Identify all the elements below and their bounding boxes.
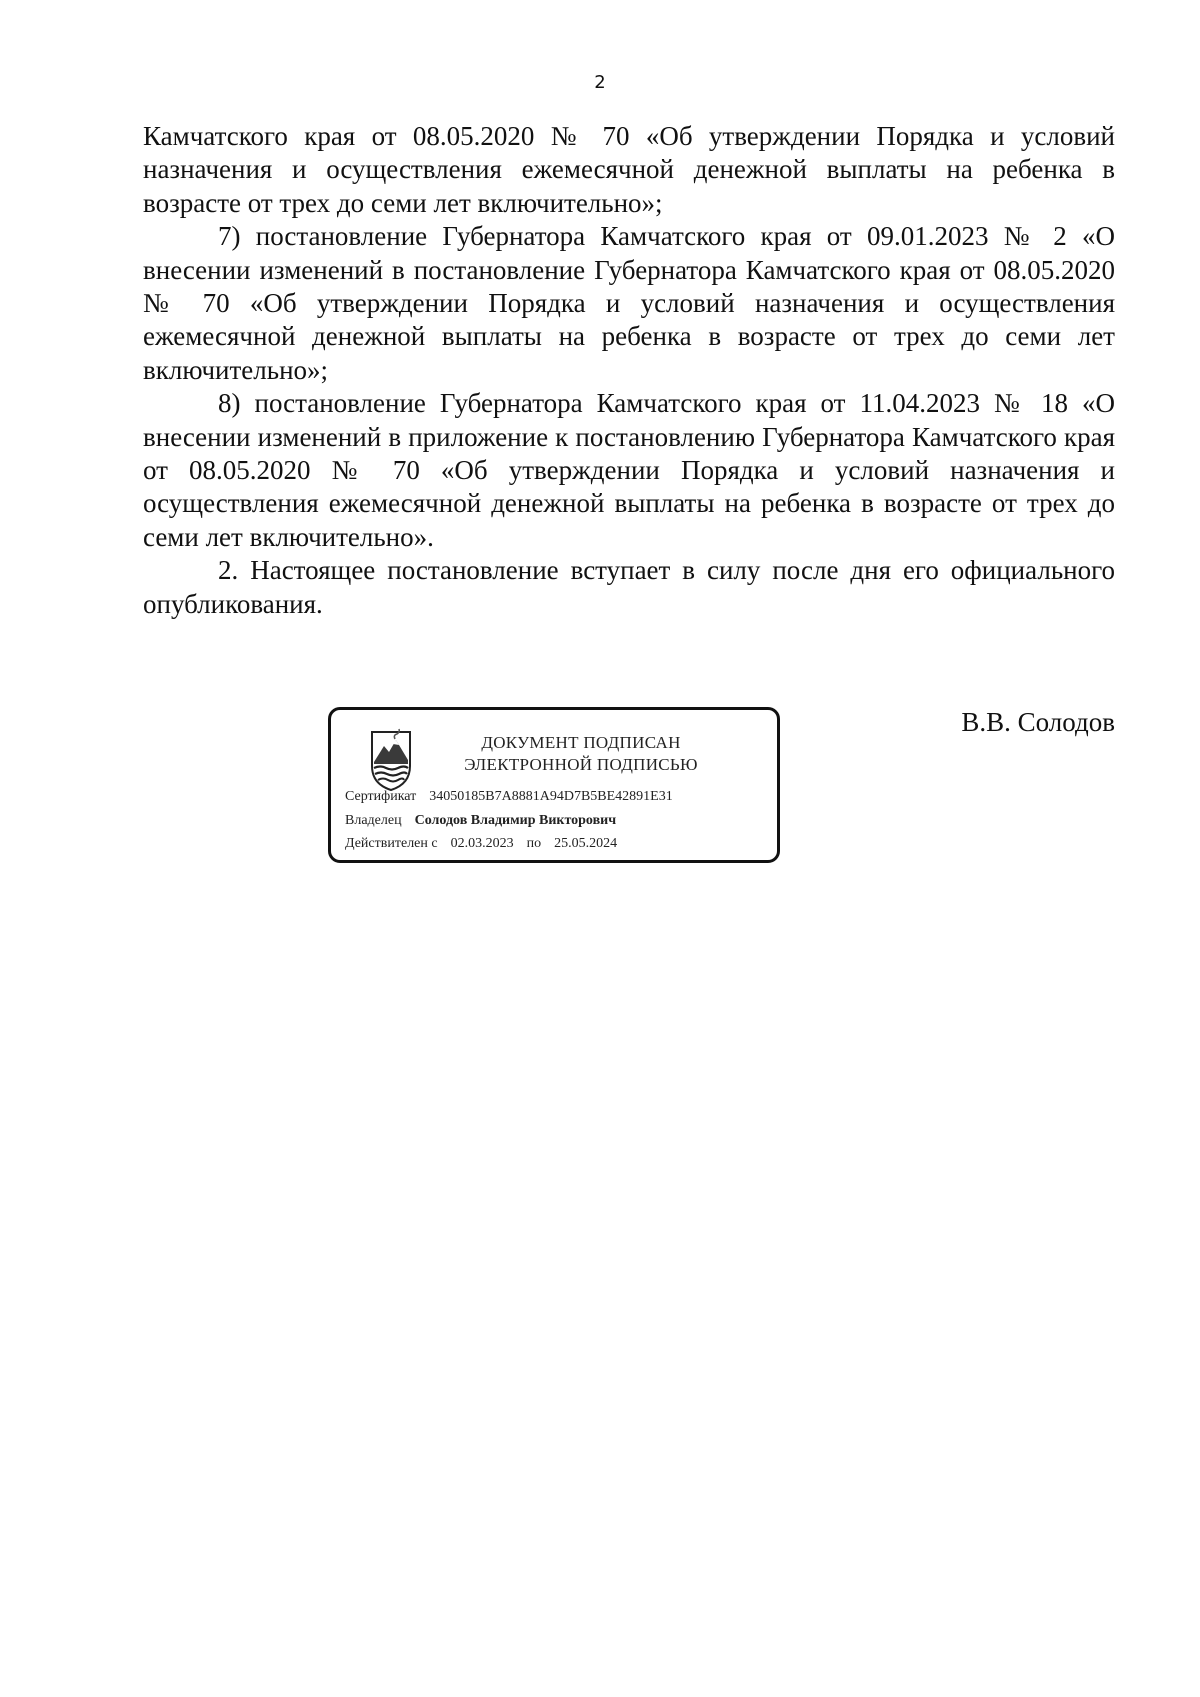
stamp-title-line2: ЭЛЕКТРОННОЙ ПОДПИСЬЮ: [464, 755, 698, 774]
stamp-title-line1: ДОКУМЕНТ ПОДПИСАН: [481, 733, 681, 752]
document-body: [143, 120, 1115, 621]
certificate-value: 34050185B7A8881A94D7B5BE42891E31: [429, 789, 673, 804]
signer-name: В.В. Солодов: [961, 707, 1115, 737]
owner-value: Солодов Владимир Викторович: [414, 813, 617, 828]
page-number: 2: [594, 72, 606, 93]
owner-label: Владелец: [345, 813, 402, 828]
valid-from: 02.03.2023: [450, 836, 514, 851]
paragraph-item-7: 7) постановление Губернатора Камчатского края от 09.01.2023 № 2 «О внесении изменений в постановление Губернатора Камчатского края от 08.05.2020 № 70 «Об утверждении Порядка и условий назначения и осуществления ежемесячной денежной выплаты на ребенка в возрасте от трех до семи лет включительно»;: [143, 221, 1115, 385]
stamp-title: [431, 732, 731, 776]
valid-to-label: по: [526, 836, 542, 851]
paragraph-continuation: Камчатского края от 08.05.2020 № 70 «Об утверждении Порядка и условий назначения и осуществления ежемесячной денежной выплаты на ребенка в возрасте от трех до семи лет включительно»;: [143, 121, 1115, 218]
validity-line: [345, 835, 617, 853]
owner-line: [345, 812, 616, 830]
paragraph-clause-2: 2. Настоящее постановление вступает в силу после дня его официального опубликования.: [143, 555, 1115, 619]
certificate-line: [345, 788, 673, 806]
electronic-signature-stamp: [328, 707, 780, 863]
certificate-label: Сертификат: [345, 789, 417, 804]
kamchatka-emblem-icon: [369, 726, 413, 792]
paragraph-item-8: 8) постановление Губернатора Камчатского края от 11.04.2023 № 18 «О внесении изменений в приложение к постановлению Губернатора Камчатского края от 08.05.2020 № 70 «Об утверждении Порядка и условий назначения и осуществления ежемесячной денежной выплаты на ребенка в возрасте от трех до семи лет включительно».: [143, 388, 1115, 552]
valid-to: 25.05.2024: [554, 836, 618, 851]
valid-label: Действителен с: [345, 836, 438, 851]
